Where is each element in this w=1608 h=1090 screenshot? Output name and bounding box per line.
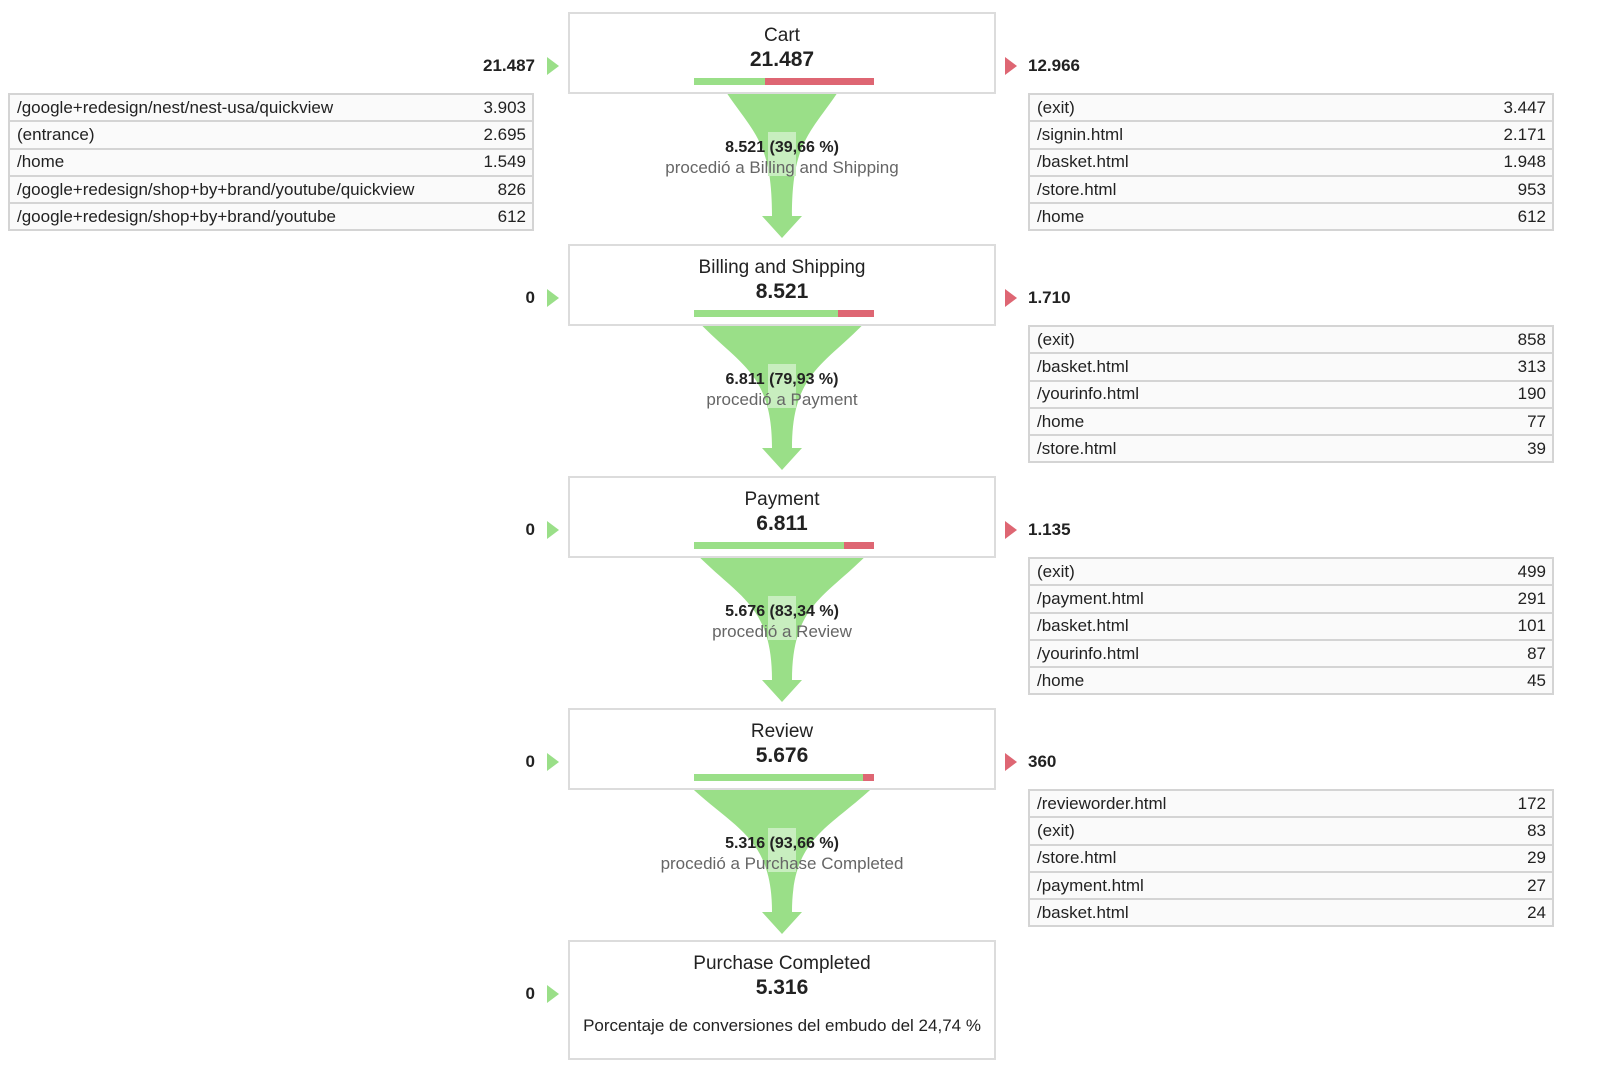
flow-text: procedió a Purchase Completed	[660, 854, 904, 873]
flow-label	[622, 138, 942, 178]
page-path: /store.html	[1037, 179, 1117, 199]
bar-dropped	[863, 774, 874, 781]
table-row[interactable]	[1030, 204, 1552, 231]
page-path: /home	[1037, 206, 1085, 226]
page-count: 953	[1517, 179, 1546, 199]
page-count: 2.695	[483, 124, 526, 144]
exit-arrow-icon	[1005, 289, 1017, 307]
page-path: /basket.html	[1037, 152, 1129, 172]
flow-text: procedió a Payment	[706, 390, 858, 409]
page-count: 101	[1517, 616, 1546, 636]
flow-value: 5.676 (83,34 %)	[725, 603, 839, 620]
page-path: (exit)	[1037, 820, 1075, 840]
flow-label	[622, 370, 942, 410]
table-row[interactable]	[1030, 327, 1552, 354]
table-row[interactable]	[1030, 382, 1552, 409]
bar-dropped	[765, 78, 874, 85]
page-path: /signin.html	[1037, 124, 1123, 144]
page-count: 172	[1517, 793, 1546, 813]
page-path: (exit)	[1037, 561, 1075, 581]
flow-label	[622, 834, 942, 874]
page-path: /home	[17, 152, 65, 172]
page-count: 77	[1527, 411, 1546, 431]
stage-progress-bar	[694, 310, 874, 317]
entries-count: 0	[525, 520, 535, 539]
exit-arrow-icon	[1005, 753, 1017, 771]
table-row[interactable]	[1030, 150, 1552, 177]
exit-arrow-icon	[1005, 57, 1017, 75]
page-count: 1.948	[1503, 152, 1546, 172]
page-path: /payment.html	[1037, 875, 1144, 895]
entry-arrow-icon	[547, 753, 559, 771]
table-row[interactable]	[1030, 900, 1552, 927]
stage-box[interactable]	[568, 476, 996, 558]
page-path: (exit)	[1037, 97, 1075, 117]
page-count: 3.903	[483, 97, 526, 117]
exits-count: 1.710	[1028, 288, 1071, 307]
page-count: 83	[1527, 820, 1546, 840]
page-count: 313	[1517, 356, 1546, 376]
exit-pages-table	[1028, 789, 1554, 927]
page-path: /yourinfo.html	[1037, 384, 1140, 404]
table-row[interactable]	[10, 122, 532, 149]
table-row[interactable]	[10, 95, 532, 122]
page-count: 858	[1517, 329, 1546, 349]
table-row[interactable]	[1030, 846, 1552, 873]
page-count: 826	[497, 179, 526, 199]
stage-value: 6.811	[756, 512, 808, 535]
entries-count: 0	[525, 752, 535, 771]
stage-name: Payment	[744, 489, 820, 510]
page-path: /basket.html	[1037, 902, 1129, 922]
stage-name: Cart	[764, 25, 800, 46]
page-count: 45	[1527, 670, 1546, 690]
table-row[interactable]	[1030, 668, 1552, 695]
entries-count: 0	[525, 288, 535, 307]
page-path: /store.html	[1037, 848, 1117, 868]
stage-box[interactable]	[568, 244, 996, 326]
entry-arrow-icon	[547, 521, 559, 539]
bar-proceeded	[694, 310, 838, 317]
stage-value: 8.521	[755, 280, 809, 303]
flow-value: 6.811 (79,93 %)	[725, 371, 839, 388]
table-row[interactable]	[1030, 409, 1552, 436]
page-count: 612	[497, 206, 526, 226]
stage-value: 5.676	[755, 744, 809, 767]
page-count: 27	[1527, 875, 1546, 895]
flow-text: procedió a Review	[712, 622, 852, 641]
stage-box[interactable]	[568, 12, 996, 94]
page-count: 87	[1527, 643, 1546, 663]
bar-proceeded	[694, 774, 863, 781]
page-path: /store.html	[1037, 438, 1117, 458]
stage-name: Billing and Shipping	[698, 257, 866, 278]
page-count: 29	[1527, 848, 1546, 868]
page-count: 3.447	[1503, 97, 1546, 117]
page-path: (entrance)	[17, 124, 95, 144]
bar-dropped	[838, 310, 874, 317]
page-path: /basket.html	[1037, 616, 1129, 636]
exits-count: 12.966	[1028, 56, 1080, 75]
entry-arrow-icon	[547, 289, 559, 307]
page-path: /home	[1037, 670, 1085, 690]
exit-pages-table	[1028, 325, 1554, 463]
entry-arrow-icon	[547, 57, 559, 75]
entries-count: 0	[525, 984, 535, 1003]
exit-pages-table	[1028, 557, 1554, 695]
funnel-conversion-note: Porcentaje de conversiones del embudo del 24,74 %	[583, 1016, 981, 1035]
page-count: 499	[1517, 561, 1546, 581]
page-path: /basket.html	[1037, 356, 1129, 376]
entries-count: 21.487	[483, 56, 535, 75]
table-row[interactable]	[1030, 559, 1552, 586]
page-path: (exit)	[1037, 329, 1075, 349]
exit-pages-table	[1028, 93, 1554, 231]
stage-box[interactable]	[568, 940, 996, 1060]
table-row[interactable]	[10, 177, 532, 204]
bar-proceeded	[694, 542, 844, 549]
table-row[interactable]	[1030, 95, 1552, 122]
entry-arrow-icon	[547, 985, 559, 1003]
table-row[interactable]	[1030, 641, 1552, 668]
page-path: /revieworder.html	[1037, 793, 1167, 813]
table-row[interactable]	[1030, 586, 1552, 613]
page-count: 39	[1527, 438, 1546, 458]
table-row[interactable]	[1030, 818, 1552, 845]
table-row[interactable]	[10, 150, 532, 177]
bar-dropped	[844, 542, 874, 549]
flow-value: 5.316 (93,66 %)	[725, 835, 839, 852]
stage-value: 21.487	[749, 48, 815, 71]
page-path: /yourinfo.html	[1037, 643, 1140, 663]
stage-progress-bar	[694, 542, 874, 549]
stage-name: Review	[750, 721, 814, 742]
table-row[interactable]	[10, 204, 532, 231]
page-count: 190	[1517, 384, 1546, 404]
exits-count: 360	[1028, 752, 1057, 771]
exit-arrow-icon	[1005, 521, 1017, 539]
bar-proceeded	[694, 78, 765, 85]
flow-text: procedió a Billing and Shipping	[665, 158, 899, 177]
table-row[interactable]	[1030, 122, 1552, 149]
table-row[interactable]	[1030, 791, 1552, 818]
flow-value: 8.521 (39,66 %)	[725, 139, 839, 156]
page-count: 1.549	[483, 152, 526, 172]
stage-progress-bar	[694, 78, 874, 85]
page-count: 24	[1527, 902, 1546, 922]
flow-label	[622, 602, 942, 642]
entry-pages-table	[8, 93, 534, 231]
stage-box[interactable]	[568, 708, 996, 790]
table-row[interactable]	[1030, 177, 1552, 204]
page-count: 612	[1517, 206, 1546, 226]
table-row[interactable]	[1030, 436, 1552, 463]
stage-progress-bar	[694, 774, 874, 781]
page-path: /google+redesign/shop+by+brand/youtube	[17, 206, 337, 226]
table-row[interactable]	[1030, 614, 1552, 641]
page-path: /payment.html	[1037, 588, 1144, 608]
stage-name: Purchase Completed	[693, 953, 871, 974]
page-count: 2.171	[1503, 124, 1546, 144]
page-path: /home	[1037, 411, 1085, 431]
table-row[interactable]	[1030, 873, 1552, 900]
table-row[interactable]	[1030, 354, 1552, 381]
page-count: 291	[1517, 588, 1546, 608]
page-path: /google+redesign/shop+by+brand/youtube/quickview	[17, 179, 415, 199]
exits-count: 1.135	[1028, 520, 1071, 539]
stage-value: 5.316	[755, 976, 809, 999]
page-path: /google+redesign/nest/nest-usa/quickview	[17, 97, 334, 117]
